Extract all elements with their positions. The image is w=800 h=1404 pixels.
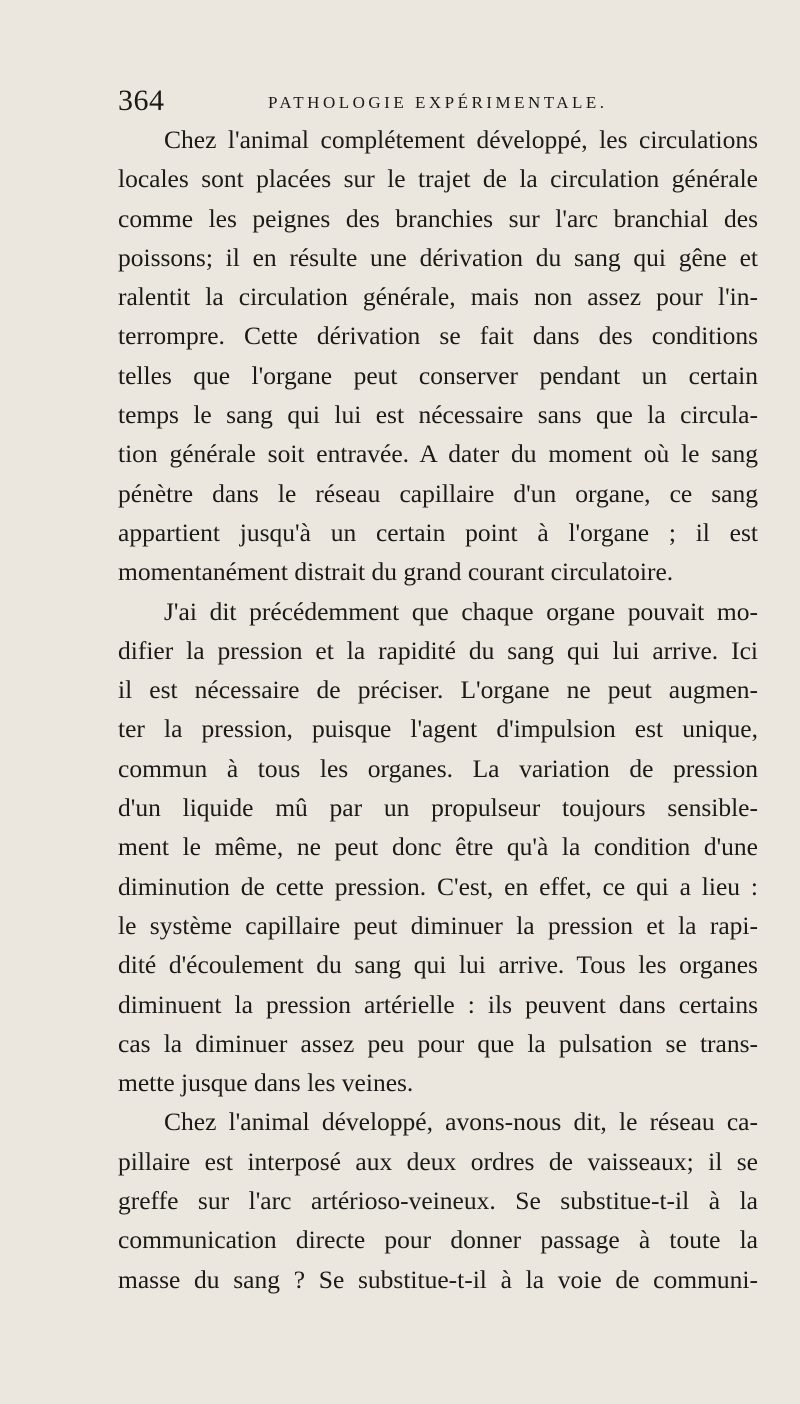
text-line: masse du sang ? Se substitue-t-il à la voie de communi-: [118, 1264, 758, 1294]
text-line: difier la pression et la rapidité du sang qui lui arrive. Ici: [118, 635, 758, 665]
text-line: tion générale soit entravée. A dater du moment où le sang: [118, 439, 758, 469]
text-line: diminuent la pression artérielle : ils peuvent dans certains: [118, 989, 758, 1019]
text-line: appartient jusqu'à un certain point à l'organe ; il est: [118, 517, 758, 547]
text-line: J'ai dit précédemment que chaque organe pouvait mo-: [164, 596, 758, 626]
text-line: le système capillaire peut diminuer la pression et la rapi-: [118, 910, 758, 940]
text-line: Chez l'animal complétement développé, les circulations: [164, 125, 758, 154]
text-line: mette jusque dans les veines.: [118, 1068, 414, 1098]
text-line: poissons; il en résulte une dérivation du sang qui gêne et: [118, 242, 758, 272]
text-line: diminution de cette pression. C'est, en effet, ce qui a lieu :: [118, 871, 758, 901]
text-line: il est nécessaire de préciser. L'organe ne peut augmen-: [118, 675, 758, 705]
page-number: 364: [118, 84, 165, 117]
text-line: locales sont placées sur le trajet de la circulation générale: [118, 164, 758, 194]
text-line: temps le sang qui lui est nécessaire sans que la circula-: [118, 400, 758, 430]
text-line: d'un liquide mû par un propulseur toujours sensible-: [118, 793, 758, 823]
text-line: ralentit la circulation générale, mais non assez pour l'in-: [118, 282, 758, 312]
body-text: [118, 120, 758, 1299]
text-line: comme les peignes des branchies sur l'arc branchial des: [118, 203, 758, 233]
running-title: PATHOLOGIE EXPÉRIMENTALE.: [268, 93, 608, 112]
text-line: terrompre. Cette dérivation se fait dans des conditions: [118, 321, 758, 351]
text-line: commun à tous les organes. La variation de pression: [118, 753, 758, 783]
text-line: pillaire est interposé aux deux ordres de vaisseaux; il se: [118, 1146, 758, 1176]
page-header: [118, 84, 758, 124]
text-line: greffe sur l'arc artérioso-veineux. Se substitue-t-il à la: [118, 1186, 758, 1216]
text-line: communication directe pour donner passage à toute la: [118, 1225, 758, 1255]
text-line: momentanément distrait du grand courant circulatoire.: [118, 557, 674, 587]
text-line: telles que l'organe peut conserver pendant un certain: [118, 360, 758, 390]
text-line: pénètre dans le réseau capillaire d'un organe, ce sang: [118, 478, 758, 508]
text-line: dité d'écoulement du sang qui lui arrive. Tous les organes: [118, 950, 758, 980]
text-line: ment le même, ne peut donc être qu'à la condition d'une: [118, 832, 758, 862]
text-line: Chez l'animal développé, avons-nous dit, le réseau ca-: [164, 1107, 758, 1137]
text-line: ter la pression, puisque l'agent d'impulsion est unique,: [118, 714, 758, 744]
text-line: cas la diminuer assez peu pour que la pulsation se trans-: [118, 1028, 758, 1058]
